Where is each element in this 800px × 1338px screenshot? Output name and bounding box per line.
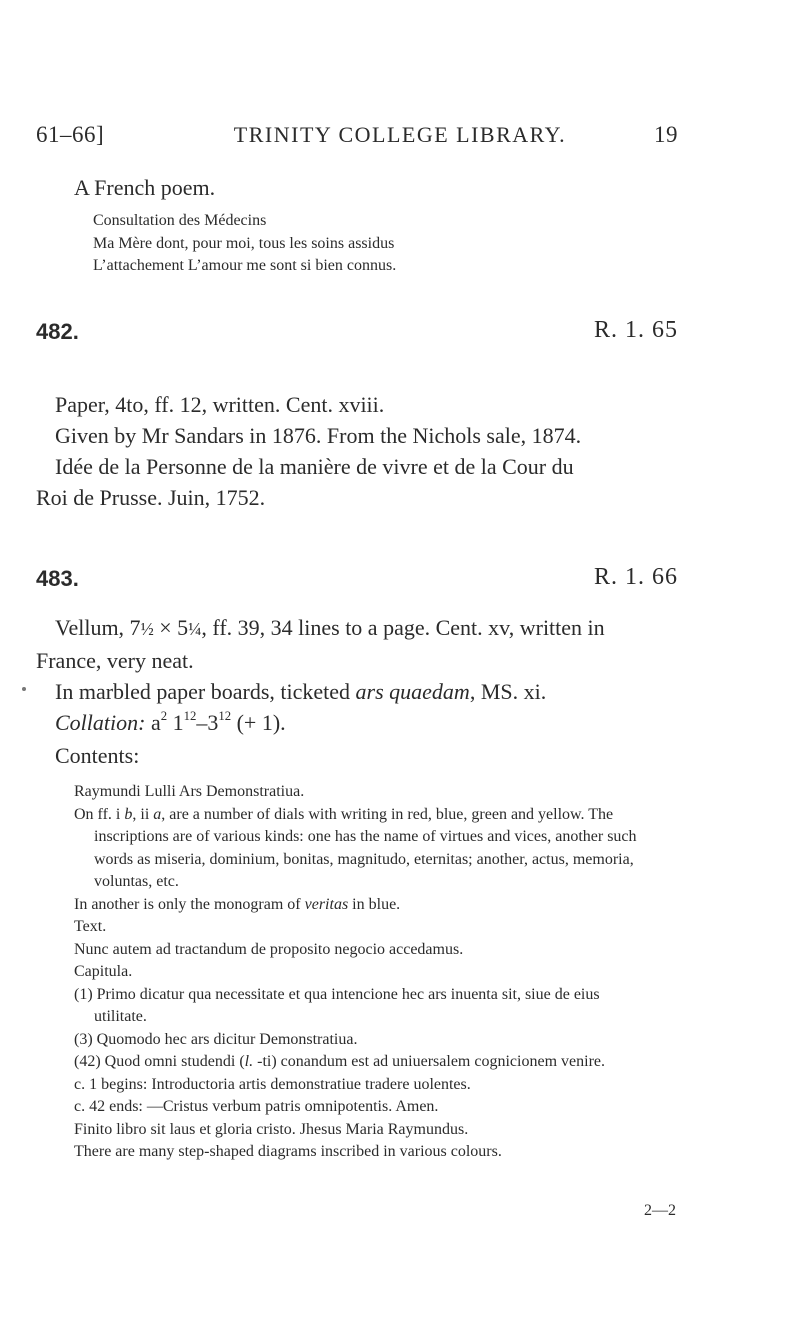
entry-482-shelfmark: R. 1. 65 xyxy=(593,317,678,343)
contents-line: c. 1 begins: Introductoria artis demonstratiue tradere uolentes. xyxy=(74,1075,471,1093)
contents-line: Nunc autem ad tractandum de proposito negocio accedamus. xyxy=(74,940,464,958)
contents-list xyxy=(74,781,654,1164)
entry-483-physical: Vellum, 7½ × 5¼, ff. 39, 34 lines to a page. Cent. xv, written in xyxy=(55,615,605,640)
entry-483-description xyxy=(36,612,696,738)
signature-mark: 2—2 xyxy=(644,1202,676,1219)
page-number: 19 xyxy=(654,122,678,147)
contents-heading: Contents: xyxy=(55,743,140,768)
poem-line: L’attachement L’amour me sont si bien connus. xyxy=(93,257,397,274)
contents-line: Text. xyxy=(74,918,107,935)
entry-482-number: 482. xyxy=(36,319,79,344)
entry-482-title-line: Idée de la Personne de la manière de vivre et de la Cour du xyxy=(55,454,574,479)
entry-482-title-line: Roi de Prusse. Juin, 1752. xyxy=(36,485,266,510)
contents-line: (3) Quomodo hec ars dicitur Demonstratiua. xyxy=(74,1030,358,1048)
poem-title: A French poem. xyxy=(74,175,216,200)
contents-line: Capitula. xyxy=(74,963,133,980)
entry-483-number: 483. xyxy=(36,566,79,591)
poem-lines xyxy=(93,210,396,278)
entry-483-binding: In marbled paper boards, ticketed ars quaedam, MS. xi. xyxy=(55,679,547,704)
contents-line: Raymundi Lulli Ars Demonstratiua. xyxy=(74,783,305,800)
contents-line: In another is only the monogram of veritas in blue. xyxy=(74,895,401,913)
entry-482-description xyxy=(36,389,690,513)
running-header-range: 61–66] xyxy=(36,122,105,147)
contents-line: (42) Quod omni studendi (l. -ti) conandum est ad uniuersalem cognicionem venire. xyxy=(74,1053,605,1070)
contents-line: Finito libro sit laus et gloria cristo. Jhesus Maria Raymundus. xyxy=(74,1120,469,1138)
entry-482-physical: Paper, 4to, ff. 12, written. Cent. xviii. xyxy=(55,392,385,417)
entry-483-collation: Collation: $a^2$ $1^{12}-3^{12}$ (+ 1). xyxy=(55,709,286,735)
margin-mark xyxy=(22,687,26,691)
contents-line: (1) Primo dicatur qua necessitate et qua intencione hec ars inuenta sit, siue de eius utilitate. xyxy=(74,985,600,1025)
contents-line: There are many step-shaped diagrams inscribed in various colours. xyxy=(74,1143,502,1160)
contents-line: On ff. i b, ii a, are a number of dials with writing in red, blue, green and yellow. The inscriptions are of various kinds: one has the name of virtues and vices, another such words as miseria, dominium, bonitas, magnitudo, eternitas; another, actus, memoria, voluntas, etc. xyxy=(74,805,637,890)
contents-line: c. 42 ends: —Cristus verbum patris omnipotentis. Amen. xyxy=(74,1098,439,1115)
entry-483-physical-cont: France, very neat. xyxy=(36,648,194,673)
poem-line: Ma Mère dont, pour moi, tous les soins assidus xyxy=(93,234,395,252)
poem-line: Consultation des Médecins xyxy=(93,212,267,229)
entry-482-provenance: Given by Mr Sandars in 1876. From the Nichols sale, 1874. xyxy=(55,423,582,448)
entry-483-shelfmark: R. 1. 66 xyxy=(593,564,678,590)
running-header-title: TRINITY COLLEGE LIBRARY. xyxy=(233,122,567,147)
